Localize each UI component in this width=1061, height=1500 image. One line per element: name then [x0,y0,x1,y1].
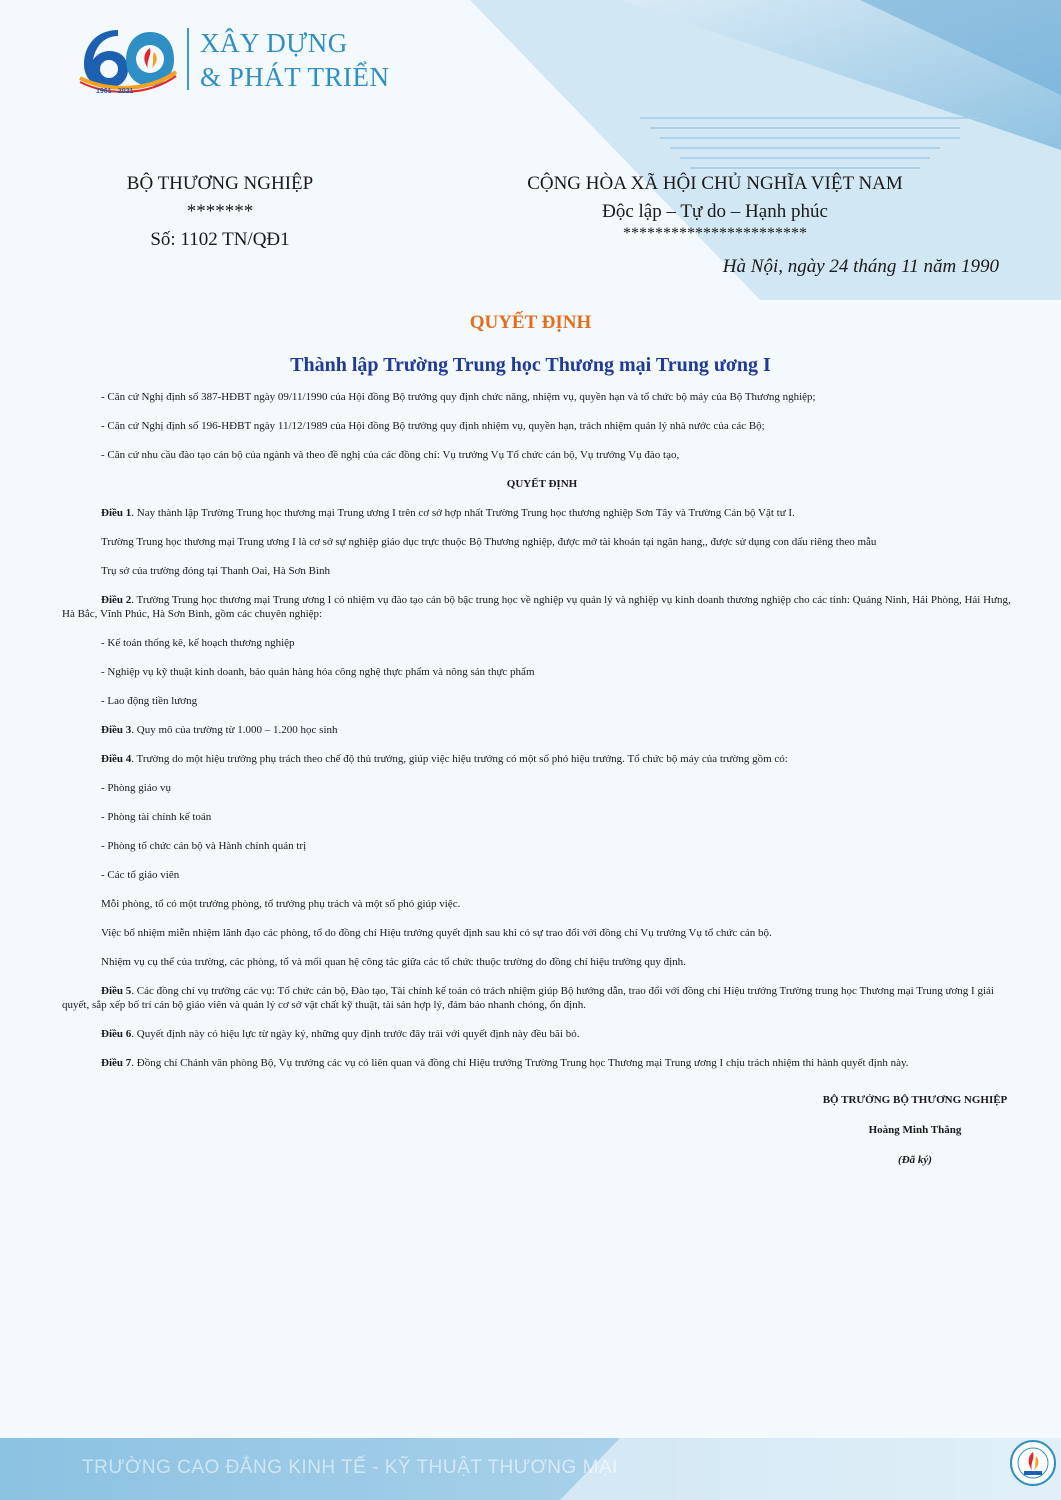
article-5-label: Điều 5 [101,985,132,997]
article-3 [62,723,1022,737]
article-2-text: . Trường Trung học thương mại Trung ương I có nhiệm vụ đào tạo cán bộ bậc trung học về nghiệp vụ quản lý và nghiệp vụ kinh doanh thương nghiệp cho các tỉnh: Quảng Ninh, Hải Phòng, Hải Hưng, Hà Bắc, Vĩnh Phúc, Hà Sơn Bình, gồm các chuyên nghiệp: [62,594,1011,620]
article-4-item-3: - Phòng tổ chức cán bộ và Hành chính quản trị [101,840,307,852]
article-4-item-1: - Phòng giáo vụ [101,782,171,794]
logo-slogan [200,26,390,94]
article-6-label: Điều 6 [101,1028,132,1040]
document-body [62,390,1022,1085]
article-1 [62,506,1022,520]
logo-separator [187,28,189,90]
national-motto: Độc lập – Tự do – Hạnh phúc [602,201,828,222]
article-6-text: . Quyết định này có hiệu lực từ ngày ký, những quy định trước đây trái với quyết định này đều bãi bỏ. [131,1028,580,1040]
article-5 [62,984,1022,1012]
legal-basis-3: - Căn cứ nhu cầu đào tạo cán bộ của ngành và theo đề nghị của các đồng chí: Vụ trưởng Vụ Tổ chức cán bộ, Vụ trưởng Vụ đào tạo, [101,449,680,461]
document-title: QUYẾT ĐỊNH [469,312,592,333]
article-2-item-3: - Lao động tiền lương [101,695,198,707]
issuer-name: BỘ THƯƠNG NGHIỆP [126,173,314,194]
article-4 [62,752,1022,766]
article-2-item-2: - Nghiệp vụ kỹ thuật kinh doanh, bảo quản hàng hóa công nghệ thực phẩm và nông sản thực phẩm [101,666,535,678]
article-1-text: . Nay thành lập Trường Trung học thương mại Trung ương I trên cơ sở hợp nhất Trường Trung học thương nghiệp Sơn Tây và Trường Cán bộ Vật tư I. [131,507,795,519]
logo-line-1: XÂY DỰNG [200,28,348,58]
article-7 [62,1056,1022,1070]
signer-position: BỘ TRƯỞNG BỘ THƯƠNG NGHIỆP [822,1094,1008,1106]
article-5-text: . Các đồng chí vụ trưởng các vụ: Tổ chức cán bộ, Đào tạo, Tài chính kế toán có trách nhiệm giúp Bộ hướng dẫn, trao đổi với đồng chí Hiệu trưởng Trường trung học Thương mại Trung ương I giải quyết, sắp xếp bố trí cán bộ giáo viên và quản lý cơ sở vật chất kỹ thuật, tài sản hợp lý, đảm bảo nhanh chóng, ổn định. [62,985,994,1011]
signer-name: Hoàng Minh Thắng [868,1124,962,1136]
signature-block [800,1094,1030,1184]
motto-stars: *********************** [623,225,807,242]
national-heading [520,170,910,242]
country-name: CỘNG HÒA XÃ HỘI CHỦ NGHĨA VIỆT NAM [527,173,903,194]
logo-line-2: & PHÁT TRIỂN [200,62,390,92]
document-number: Số: 1102 TN/QĐ1 [150,229,290,250]
article-4-item-2: - Phòng tài chính kế toán [101,811,212,823]
article-4-para-3: Việc bổ nhiệm miễn nhiệm lãnh đạo các phòng, tổ do đồng chí Hiệu trưởng quyết định sau khi có sự trao đổi với đồng chí Vụ trưởng Vụ tổ chức cán bộ. [101,927,772,939]
article-4-para-4: Nhiệm vụ cụ thể của trường, các phòng, tổ và mối quan hệ công tác giữa các tổ chức thuộc trường do đồng chí hiệu trưởng quy định. [101,956,686,968]
legal-basis-2: - Căn cứ Nghị định số 196-HĐBT ngày 11/12/1989 của Hội đồng Bộ trưởng quy định nhiệm vụ, quyền hạn, trách nhiệm quản lý nhà nước của các Bộ; [101,420,765,432]
article-2 [62,593,1022,621]
footer-school-name: TRƯỜNG CAO ĐẲNG KINH TẾ - KỸ THUẬT THƯƠNG MẠI [82,1457,618,1478]
issuer-stars: ******* [186,201,254,222]
article-3-label: Điều 3 [101,724,132,736]
logo-years: 1961 - 2021 [96,88,134,95]
article-4-text: . Trường do một hiệu trưởng phụ trách theo chế độ thủ trưởng, giúp việc hiệu trưởng có một số phó hiệu trưởng. Tổ chức bộ máy của trường gồm có: [131,753,788,765]
article-1-label: Điều 1 [101,507,132,519]
decision-heading: QUYẾT ĐỊNH [506,478,578,490]
signed-note: (Đã ký) [898,1154,932,1166]
article-2-item-1: - Kế toán thống kê, kế hoạch thương nghiệp [101,637,295,649]
issue-date: Hà Nội, ngày 24 tháng 11 năm 1990 [722,256,999,277]
article-3-text: . Quy mô của trường từ 1.000 – 1.200 học sinh [131,724,338,736]
article-4-label: Điều 4 [101,753,132,765]
document-subtitle: Thành lập Trường Trung học Thương mại Trung ương I [290,354,771,376]
article-7-label: Điều 7 [101,1057,132,1069]
article-1-para-2: Trường Trung học thương mại Trung ương I là cơ sở sự nghiệp giáo dục trực thuộc Bộ Thương nghiệp, được mở tài khoản tại ngân hang,, được sử dụng con dấu riêng theo mẫu [101,536,877,548]
school-seal-icon [1010,1440,1056,1486]
legal-basis-1: - Căn cứ Nghị định số 387-HĐBT ngày 09/11/1990 của Hội đồng Bộ trưởng quy định chức năng, nhiệm vụ, quyền hạn và tổ chức bộ máy của Bộ Thương nghiệp; [101,391,816,403]
article-4-para-2: Mỗi phòng, tổ có một trưởng phòng, tổ trưởng phụ trách và một số phó giúp việc. [101,898,461,910]
article-7-text: . Đồng chí Chánh văn phòng Bộ, Vụ trưởng các vụ có liên quan và đồng chí Hiệu trưởng Trường Trung học Thương mại Trung ương I chịu trách nhiệm thi hành quyết định này. [131,1057,909,1069]
article-1-para-3: Trụ sở của trường đóng tại Thanh Oai, Hà Sơn Bình [101,565,331,577]
article-6 [62,1027,1022,1041]
article-2-label: Điều 2 [101,594,132,606]
article-4-item-4: - Các tổ giáo viên [101,869,180,881]
issuer-block [100,170,340,254]
